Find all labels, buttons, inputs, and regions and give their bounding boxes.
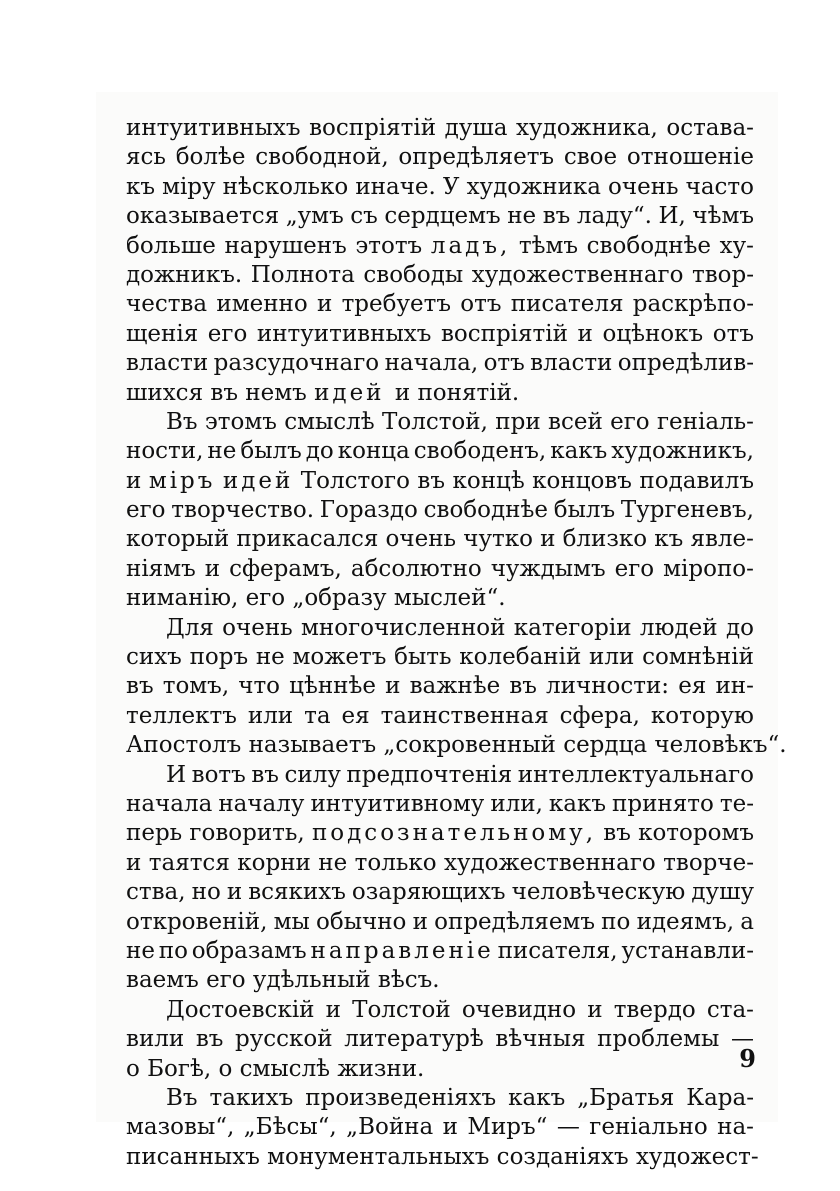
text-line: перь говорить, подсознательному, въ которомъ: [126, 820, 754, 847]
text-line: чества именно и требуетъ отъ писателя раскрѣпо-: [126, 291, 754, 318]
text-line: и таятся корни не только художественнаго творче-: [126, 849, 754, 876]
text-line: и міръ идей Толстого въ концѣ концовъ подавилъ: [126, 467, 754, 494]
text-line: Для очень многочисленной категоріи людей до: [166, 614, 754, 641]
text-line: ніямъ и сферамъ, абсолютно чуждымъ его міропо-: [126, 555, 754, 582]
text-line: ства, но и всякихъ озаряющихъ человѣческую душу: [126, 879, 754, 906]
text-line: Достоевскій и Толстой очевидно и твердо ста-: [166, 996, 754, 1023]
text-line: шихся въ немъ идей и понятій.: [126, 379, 520, 406]
text-line: оказывается „умъ съ сердцемъ не въ ладу“. И, чѣмъ: [126, 203, 754, 230]
text-line: власти разсудочнаго начала, отъ власти опредѣлив-: [126, 350, 754, 377]
text-line: его творчество. Гораздо свободнѣе былъ Тургеневъ,: [126, 497, 754, 524]
body-text: [126, 114, 787, 1172]
text-line: о Богѣ, о смыслѣ жизни.: [126, 1055, 425, 1082]
text-line: откровеній, мы обычно и опредѣляемъ по идеямъ, а: [126, 908, 754, 935]
text-line: интуитивныхъ воспріятій душа художника, остава-: [126, 115, 754, 141]
text-line: мазовы“, „Бѣсы“, „Война и Миръ“ — геніально на-: [126, 1114, 754, 1141]
text-line: въ томъ, что цѣннѣе и важнѣе въ личности: ея ин-: [126, 673, 754, 700]
text-line: И вотъ въ силу предпочтенія интеллектуальнаго: [166, 761, 754, 788]
text-line: вили въ русской литературѣ вѣчныя проблемы —: [126, 1026, 754, 1053]
text-line: ясь болѣе свободной, опредѣляетъ свое отношеніе: [126, 144, 754, 171]
text-line: къ міру нѣсколько иначе. У художника очень часто: [126, 173, 754, 200]
text-line: Въ этомъ смыслѣ Толстой, при всей его геніаль-: [166, 408, 754, 435]
text-line: ниманію, его „образу мыслей“.: [126, 585, 506, 612]
text-line: теллектъ или та ея таинственная сфера, которую: [126, 702, 754, 729]
text-line: дожникъ. Полнота свободы художественнаго твор-: [126, 261, 754, 288]
text-line: Въ такихъ произведеніяхъ какъ „Братья Кара-: [166, 1084, 754, 1111]
text-line: который прикасался очень чутко и близко къ явле-: [126, 526, 754, 553]
text-line: ваемъ его удѣльный вѣсъ.: [126, 967, 440, 994]
page-number: 9: [739, 1044, 756, 1073]
text-line: Апостолъ называетъ „сокровенный сердца человѣкъ“.: [126, 732, 787, 759]
text-line: начала началу интуитивному или, какъ принято те-: [126, 790, 754, 817]
text-line: писанныхъ монументальныхъ созданіяхъ художест-: [126, 1143, 759, 1170]
text-line: сихъ поръ не можетъ быть колебаній или сомнѣній: [126, 644, 754, 671]
text-line: не по образамъ направленіе писателя, устанавли-: [126, 937, 754, 964]
text-line: ности, не былъ до конца свободенъ, какъ художникъ,: [126, 438, 754, 465]
text-line: щенія его интуитивныхъ воспріятій и оцѣнокъ отъ: [126, 320, 754, 347]
text-line: больше нарушенъ этотъ ладъ, тѣмъ свободнѣе ху-: [126, 232, 754, 259]
